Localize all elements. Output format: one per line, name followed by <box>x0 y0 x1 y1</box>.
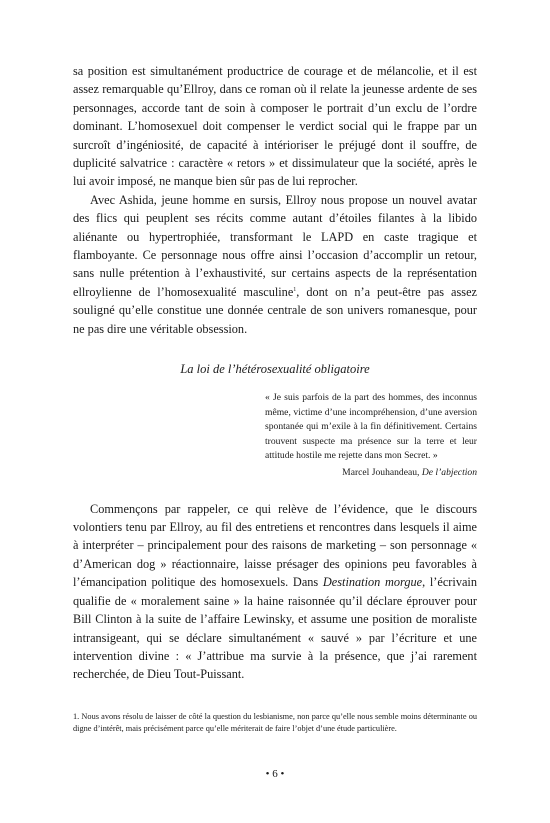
section-title: La loi de l’hétérosexualité obligatoire <box>180 362 370 377</box>
paragraph-2 <box>73 191 477 338</box>
epigraph-work: De l’abjection <box>421 467 477 479</box>
paragraph-1: sa position est simultanément productrice de courage et de mélancolie, et il est assez remarquable qu’Ellroy, dans ce roman où il relate la jeunesse ardente de ses personnages, accorde tant de soin à composer le portrait d’un exclu de l’ordre dominant. L’homosexuel doit compenser le verdict social qui le frappe par un surcroît d’ingéniosité, de capacité à intérioriser le préjugé dont il souffre, de duplicité salvatrice : caractère « retors » et dissimulateur que la société, après le lui avoir imposé, ne manque bien sûr pas de lui reprocher. <box>73 64 477 189</box>
page-number: • 6 • <box>265 768 285 780</box>
footnote-ref[interactable]: 1 <box>293 286 297 293</box>
page-body <box>73 62 477 684</box>
paragraph-2-text-b: , dont on n’a peut-être pas assez souligné qu’elle constitue une donnée centrale de son univers romanesque, pour ne pas dire une véritable obsession. <box>73 284 477 336</box>
epigraph-attribution <box>265 466 477 481</box>
paragraph-3 <box>73 500 477 684</box>
epigraph-author: Marcel Jouhandeau, <box>342 467 420 479</box>
epigraph-quote: « Je suis parfois de la part des hommes, des inconnus même, victime d’une incompréhension, d’une aversion spontanée qui m’exile à la fin définitivement. Certains trouvent suspecte ma présence sur la terre et leur attitude hostile me rejette dans mon Secret. » <box>265 392 477 462</box>
paragraph-3-text-b: , l’écrivain qualifie de « moralement saine » la haine raisonnée qu’il déclare éprouver pour Bill Clinton à la suite de l’affaire Lewinsky, et assume une position de moraliste intransigeant, qui se déclare simultanément « sauvé » par l’écriture et une intervention divine : « J’attribue ma survie à la présence, que j’ai rarement recherchée, de Dieu Tout-Puissant. <box>73 575 477 682</box>
epigraph <box>265 391 477 481</box>
paragraph-3-book-title: Destination morgue <box>322 575 423 590</box>
paragraph-2-text-a: Avec Ashida, jeune homme en sursis, Ellroy nous propose un nouvel avatar des flics qui peuplent ses récits comme autant d’étoiles filantes à la libido aliénante ou hypertrophiée, transformant le LAPD en caste tragique et flamboyante. Ce personnage nous offre ainsi l’occasion d’accomplir un retour, sans nulle prétention à l’exhaustivité, sur certains aspects de la représentation ellroylienne de l’homosexualité masculine <box>73 192 477 299</box>
paragraph-3-text-a: Commençons par rappeler, ce qui relève de l’évidence, que le discours volontiers tenu par Ellroy, au fil des entretiens et rencontres dans lesquels il aime à interpréter – principalement pour des raisons de marketing – son personnage « d’American dog » réactionnaire, laisse présager des opinions peu favorables à l’émancipation politique des homosexuels. Dans <box>73 501 477 590</box>
footnote: 1. Nous avons résolu de laisser de côté la question du lesbianisme, non parce qu’elle nous semble moins déterminante ou digne d’intérêt, mais précisément parce qu’elle mériterait de faire l’objet d’une étude particulière. <box>73 712 477 733</box>
